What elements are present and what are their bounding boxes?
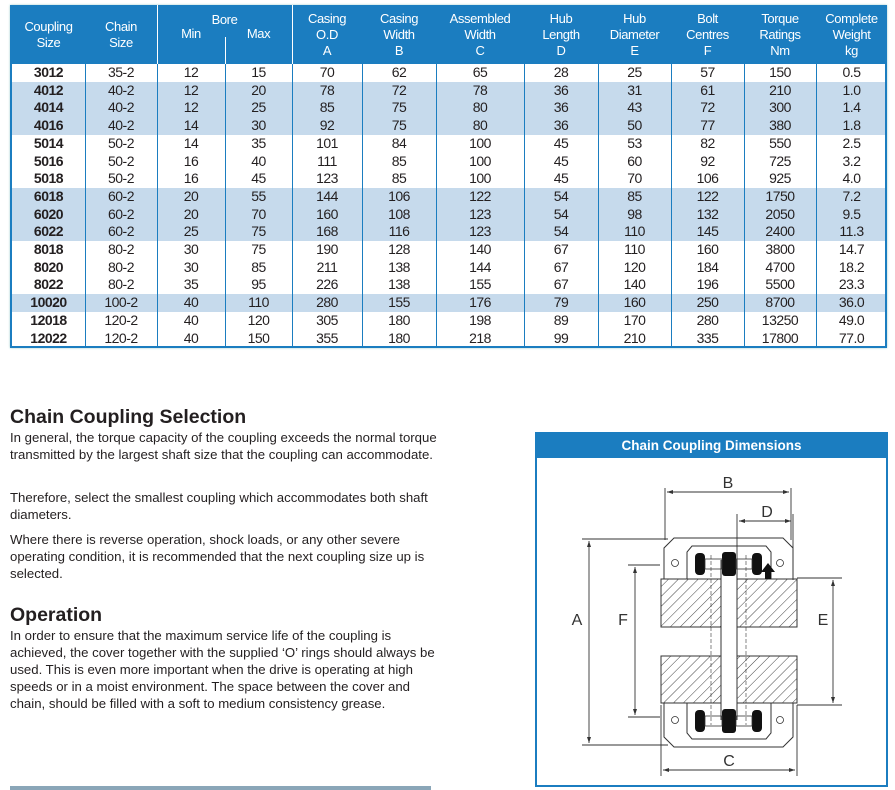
table-cell: 45 [553, 134, 569, 151]
table-cell: 168 [316, 223, 338, 240]
table-row [12, 330, 885, 348]
table-cell: 725 [769, 152, 791, 169]
table-cell: 15 [251, 64, 266, 80]
table-cell: 11.3 [839, 223, 864, 240]
table-cell: 99 [553, 329, 569, 346]
table-row [12, 223, 885, 241]
selection-paragraph-1: In general, the torque capacity of the coupling exceeds the normal torque transmitted by the largest shaft size that the coupling can accommodate. [10, 430, 437, 462]
header-chain-size [85, 5, 157, 64]
table-cell: 106 [388, 187, 410, 204]
table-cell: 31 [627, 81, 642, 98]
table-cell: 100 [469, 170, 491, 187]
table-cell: 54 [553, 187, 569, 204]
table-cell: 210 [769, 81, 791, 98]
table-cell: 145 [696, 223, 719, 240]
table-row [12, 117, 885, 135]
header-line: Size [36, 34, 61, 50]
header-line: Torque [761, 10, 799, 26]
table-cell: 85 [391, 152, 407, 169]
table-cell: 78 [472, 81, 488, 98]
table-cell: 70 [627, 170, 642, 187]
table-cell: 6018 [33, 187, 64, 204]
table-cell: 75 [391, 99, 407, 116]
header-hub-diameter [598, 5, 671, 64]
table-cell: 123 [469, 223, 491, 240]
table-cell: 280 [316, 294, 338, 311]
operation-heading: Operation [10, 604, 103, 626]
table-cell: 35 [183, 276, 199, 293]
table-cell: 4016 [33, 117, 64, 134]
table-row [12, 170, 885, 188]
table-cell: 60 [627, 152, 642, 169]
table-cell: 250 [696, 294, 719, 311]
table-cell: 50-2 [107, 152, 135, 169]
table-row [12, 64, 885, 82]
table-cell: 8022 [33, 276, 64, 293]
table-cell: 5018 [33, 170, 64, 187]
table-cell: 40-2 [107, 81, 135, 98]
header-line: kg [845, 42, 858, 58]
header-line: Weight [832, 26, 871, 42]
table-cell: 10020 [30, 294, 67, 311]
header-bolt-centres [671, 5, 744, 64]
table-cell: 140 [469, 241, 491, 257]
table-cell: 5014 [33, 134, 64, 151]
selection-heading: Chain Coupling Selection [10, 406, 247, 428]
table-cell: 36 [553, 99, 569, 116]
table-cell: 35 [251, 134, 266, 151]
header-line: Coupling [24, 18, 73, 34]
table-cell: 80-2 [107, 241, 135, 257]
table-cell: 2400 [765, 223, 795, 240]
table-cell: 120 [623, 258, 646, 275]
table-cell: 30 [183, 241, 199, 257]
table-cell: 3800 [765, 241, 795, 257]
header-line: Hub [549, 10, 573, 26]
table-cell: 190 [316, 241, 338, 257]
table-cell: 80 [472, 117, 488, 134]
table-cell: 335 [696, 329, 719, 346]
table-cell: 3012 [33, 64, 64, 80]
table-cell: 28 [553, 64, 569, 80]
table-cell: 138 [388, 276, 410, 293]
table-cell: 40-2 [107, 99, 135, 116]
header-line: Bolt [697, 10, 718, 26]
selection-paragraph-3: Where there is reverse operation, shock loads, or any other severe operating condition, it is recommended that the next coupling size up is selected. [10, 532, 425, 581]
column-divider [225, 64, 226, 346]
table-cell: 110 [248, 294, 269, 311]
table-cell: 138 [388, 258, 410, 275]
table-cell: 17800 [761, 329, 799, 346]
table-cell: 110 [624, 241, 645, 257]
column-divider [598, 64, 599, 346]
table-cell: 50-2 [107, 134, 135, 151]
diagram-title: Chain Coupling Dimensions [537, 434, 886, 458]
header-line: O.D [316, 26, 338, 42]
header-line: Complete [825, 10, 878, 26]
table-cell: 40 [183, 329, 199, 346]
header-bore: Bore [211, 12, 238, 27]
table-cell: 170 [623, 311, 646, 328]
table-cell: 85 [251, 258, 266, 275]
table-cell: 380 [769, 117, 791, 134]
table-cell: 211 [316, 258, 338, 275]
operation-paragraph: In order to ensure that the maximum service life of the coupling is achieved, the cover together with the supplied ‘O’ rings should always be used. This is even more important when the drive is operating at high speeds or in a moist environment. The space between the cover and chain, should be filled with a soft to medium consistency grease. [10, 628, 435, 711]
header-line: C [475, 42, 485, 58]
table-cell: 300 [769, 99, 791, 116]
label-a: A [571, 612, 583, 629]
table-cell: 120-2 [104, 329, 138, 346]
selection-paragraph-2: Therefore, select the smallest coupling which accommodates both shaft diameters. [10, 490, 428, 522]
table-cell: 30 [183, 258, 199, 275]
header-line: Size [109, 34, 133, 50]
table-cell: 5016 [33, 152, 64, 169]
table-cell: 62 [391, 64, 407, 80]
table-cell: 128 [388, 241, 410, 257]
table-cell: 12 [183, 99, 199, 116]
table-cell: 14 [183, 134, 199, 151]
table-row [12, 276, 885, 294]
table-cell: 122 [696, 187, 719, 204]
table-cell: 18.2 [838, 258, 865, 275]
table-cell: 12022 [30, 329, 67, 346]
header-line: Ratings [759, 26, 801, 42]
column-divider [362, 64, 363, 346]
table-cell: 2050 [765, 205, 795, 222]
table-cell: 111 [317, 152, 337, 169]
table-cell: 144 [316, 187, 338, 204]
table-cell: 75 [391, 117, 407, 134]
column-divider [85, 64, 86, 346]
table-cell: 160 [696, 241, 719, 257]
header-line: Centres [686, 26, 729, 42]
table-row [12, 259, 885, 277]
table-cell: 140 [623, 276, 646, 293]
table-cell: 16 [183, 152, 199, 169]
table-cell: 176 [469, 294, 491, 311]
table-cell: 20 [251, 81, 266, 98]
header-casing-od [292, 5, 362, 64]
table-cell: 61 [700, 81, 715, 98]
column-divider [671, 64, 672, 346]
table-row [12, 312, 885, 330]
table-cell: 925 [769, 170, 791, 187]
header-assembled-width [436, 5, 524, 64]
table-cell: 40 [183, 294, 199, 311]
table-cell: 3.2 [842, 152, 861, 169]
column-divider [744, 64, 745, 346]
header-line: Diameter [609, 26, 660, 42]
table-cell: 305 [316, 311, 338, 328]
table-cell: 110 [624, 223, 645, 240]
table-cell: 67 [553, 276, 569, 293]
table-cell: 43 [627, 99, 642, 116]
label-b: B [722, 475, 734, 492]
table-cell: 116 [388, 223, 410, 240]
table-cell: 4012 [33, 81, 64, 98]
table-row [12, 294, 885, 312]
table-cell: 84 [391, 134, 407, 151]
table-cell: 4700 [765, 258, 795, 275]
header-line: Nm [770, 42, 790, 58]
header-line: Width [383, 26, 415, 42]
table-cell: 25 [183, 223, 199, 240]
header-complete-weight [816, 5, 887, 64]
table-cell: 355 [316, 329, 338, 346]
table-cell: 95 [251, 276, 266, 293]
table-cell: 155 [388, 294, 410, 311]
table-cell: 57 [700, 64, 715, 80]
table-cell: 12018 [30, 311, 67, 328]
next-section-border [10, 786, 431, 790]
table-cell: 65 [472, 64, 488, 80]
table-cell: 36 [553, 81, 569, 98]
table-cell: 25 [627, 64, 642, 80]
table-cell: 1.0 [842, 81, 861, 98]
table-cell: 550 [769, 134, 791, 151]
table-cell: 210 [623, 329, 646, 346]
table-cell: 20 [183, 205, 199, 222]
table-cell: 20 [183, 187, 199, 204]
table-cell: 6022 [33, 223, 64, 240]
table-cell: 4.0 [842, 170, 861, 187]
table-cell: 180 [388, 329, 410, 346]
table-cell: 75 [251, 223, 266, 240]
label-f: F [618, 612, 628, 629]
table-cell: 92 [319, 117, 335, 134]
header-line: Hub [623, 10, 646, 26]
table-cell: 2.5 [842, 134, 861, 151]
table-cell: 120-2 [104, 311, 138, 328]
header-coupling-size [12, 5, 85, 64]
table-cell: 60-2 [107, 187, 135, 204]
table-cell: 16 [183, 170, 199, 187]
header-bore-min: Min [181, 26, 201, 41]
table-cell: 100 [469, 152, 491, 169]
header-divider [225, 37, 226, 64]
table-cell: 123 [469, 205, 491, 222]
table-cell: 14 [183, 117, 199, 134]
table-cell: 50 [627, 117, 642, 134]
table-cell: 101 [316, 134, 338, 151]
table-cell: 9.5 [842, 205, 861, 222]
table-cell: 40 [183, 311, 199, 328]
table-cell: 150 [247, 329, 270, 346]
table-cell: 45 [553, 170, 569, 187]
table-cell: 155 [469, 276, 491, 293]
table-cell: 100-2 [104, 294, 138, 311]
table-cell: 184 [696, 258, 719, 275]
table-cell: 120 [247, 311, 270, 328]
header-line: Casing [307, 10, 347, 26]
table-cell: 40-2 [107, 117, 135, 134]
table-cell: 160 [623, 294, 646, 311]
table-cell: 1.8 [842, 117, 861, 134]
table-cell: 7.2 [842, 187, 861, 204]
table-row [12, 241, 885, 259]
header-line: D [556, 42, 566, 58]
coupling-dimensions-table [10, 5, 887, 348]
table-cell: 85 [627, 187, 642, 204]
table-cell: 79 [553, 294, 569, 311]
table-row [12, 153, 885, 171]
header-line: Chain [105, 18, 137, 34]
table-cell: 35-2 [107, 64, 135, 80]
table-cell: 92 [700, 152, 715, 169]
table-cell: 196 [696, 276, 719, 293]
label-e: E [817, 612, 829, 629]
table-cell: 72 [391, 81, 407, 98]
table-cell: 6020 [33, 205, 64, 222]
table-header [12, 5, 885, 64]
table-cell: 80-2 [107, 258, 135, 275]
column-divider [524, 64, 525, 346]
label-c: C [723, 753, 735, 770]
table-cell: 77 [700, 117, 715, 134]
header-line: B [394, 42, 404, 58]
table-cell: 45 [251, 170, 266, 187]
table-cell: 4014 [33, 99, 64, 116]
table-cell: 36 [553, 117, 569, 134]
table-cell: 30 [251, 117, 266, 134]
table-cell: 82 [700, 134, 715, 151]
table-cell: 12 [183, 64, 199, 80]
table-cell: 144 [469, 258, 491, 275]
table-cell: 106 [696, 170, 719, 187]
table-cell: 80 [472, 99, 488, 116]
header-line: E [630, 42, 639, 58]
table-cell: 5500 [765, 276, 795, 293]
table-cell: 89 [553, 311, 569, 328]
table-cell: 98 [627, 205, 642, 222]
header-divider [292, 5, 293, 64]
table-cell: 150 [769, 64, 791, 80]
table-row [12, 135, 885, 153]
table-cell: 67 [553, 241, 569, 257]
column-divider [292, 64, 293, 346]
header-line: Casing [379, 10, 419, 26]
diagram-panel [535, 432, 888, 787]
table-cell: 70 [251, 205, 266, 222]
column-divider [436, 64, 437, 346]
table-row [12, 188, 885, 206]
table-cell: 1.4 [842, 99, 861, 116]
label-d: D [761, 504, 773, 521]
table-cell: 72 [700, 99, 715, 116]
table-cell: 78 [319, 81, 335, 98]
table-cell: 108 [388, 205, 410, 222]
table-cell: 54 [553, 223, 569, 240]
table-cell: 67 [553, 258, 569, 275]
table-cell: 100 [469, 134, 491, 151]
table-cell: 75 [251, 241, 266, 257]
table-cell: 23.3 [838, 276, 865, 293]
table-cell: 53 [627, 134, 642, 151]
table-cell: 160 [316, 205, 338, 222]
header-torque-ratings [744, 5, 816, 64]
table-row [12, 82, 885, 100]
table-cell: 60-2 [107, 205, 135, 222]
table-cell: 226 [316, 276, 338, 293]
table-cell: 180 [388, 311, 410, 328]
header-bore-max: Max [246, 26, 271, 41]
header-line: A [322, 42, 332, 58]
header-line: F [703, 42, 712, 58]
header-casing-width [362, 5, 436, 64]
table-cell: 123 [316, 170, 338, 187]
table-cell: 280 [696, 311, 719, 328]
table-cell: 85 [319, 99, 335, 116]
table-cell: 218 [469, 329, 491, 346]
table-cell: 14.7 [838, 241, 865, 257]
table-cell: 25 [251, 99, 266, 116]
table-cell: 1750 [765, 187, 795, 204]
header-line: Width [464, 26, 496, 42]
table-cell: 70 [319, 64, 335, 80]
table-cell: 55 [251, 187, 266, 204]
table-cell: 54 [553, 205, 569, 222]
table-cell: 13250 [761, 311, 799, 328]
table-cell: 85 [391, 170, 407, 187]
table-cell: 36.0 [838, 294, 865, 311]
table-row [12, 206, 885, 224]
column-divider [816, 64, 817, 346]
header-hub-length [524, 5, 598, 64]
table-cell: 50-2 [107, 170, 135, 187]
table-cell: 8020 [33, 258, 64, 275]
table-cell: 49.0 [838, 311, 865, 328]
table-cell: 8018 [33, 241, 64, 257]
header-divider [157, 5, 158, 64]
table-cell: 45 [553, 152, 569, 169]
table-cell: 80-2 [107, 276, 135, 293]
table-row [12, 99, 885, 117]
header-line: Assembled [449, 10, 511, 26]
table-cell: 12 [183, 81, 199, 98]
column-divider [157, 64, 158, 346]
table-cell: 132 [696, 205, 719, 222]
table-cell: 8700 [765, 294, 795, 311]
table-cell: 198 [469, 311, 491, 328]
table-cell: 60-2 [107, 223, 135, 240]
table-cell: 77.0 [838, 329, 865, 346]
table-cell: 122 [469, 187, 491, 204]
table-cell: 0.5 [842, 64, 861, 80]
table-cell: 40 [251, 152, 266, 169]
header-line: Length [542, 26, 580, 42]
